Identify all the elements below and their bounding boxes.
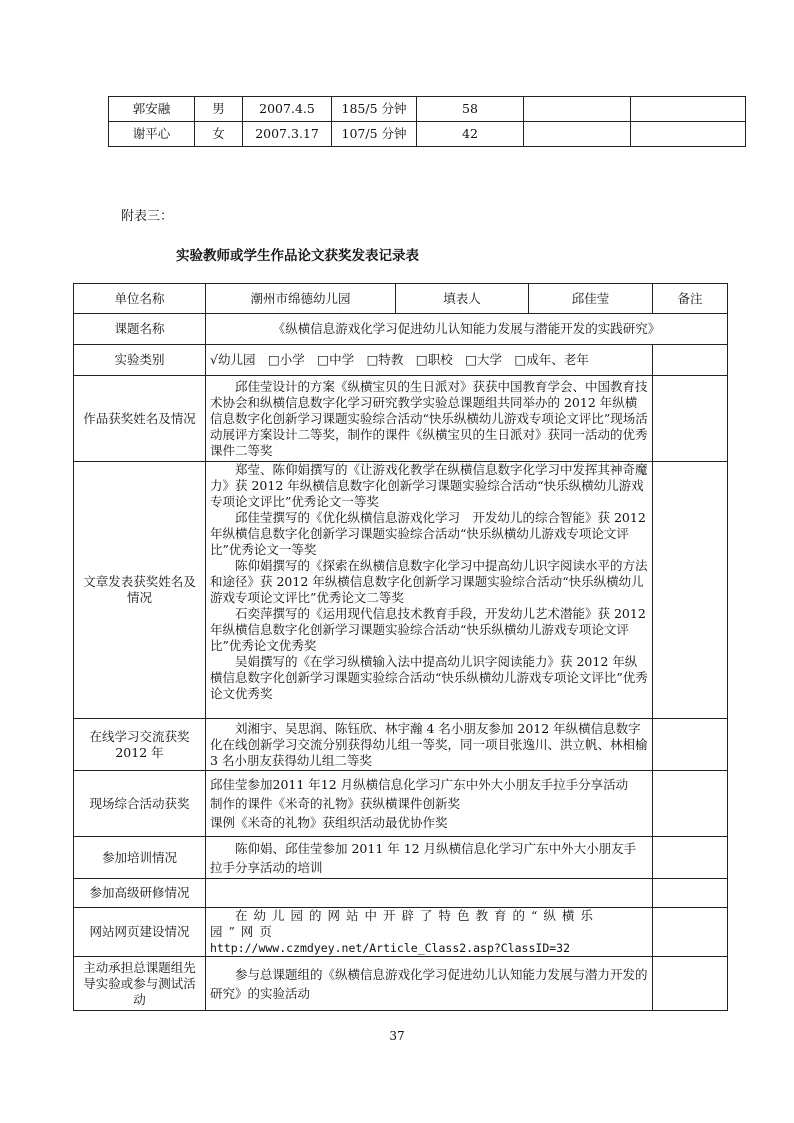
unit-value: 潮州市绵德幼儿园 [206,284,396,314]
empty-cell [653,908,728,957]
student-score: 185/5 分钟 [332,97,417,122]
table-row [74,771,728,837]
empty-cell [631,97,746,122]
table-row [74,345,728,376]
online-text: 刘湘宇、吴思润、陈钰欣、林宇瀚 4 名小朋友参加 2012 年纵横信息数字化在线创新学习交流分别获得幼儿组一等奖，同一项目张逸川、洪立帆、林相榆 3 名小朋友获得幼儿组二等奖 [206,719,653,771]
online-label [74,719,206,771]
onsite-label: 现场综合活动获奖 [74,771,206,837]
article-item: 吴娟撰写的《在学习纵横输入法中提高幼儿识字阅读能力》获 2012 年纵横信息数字化创新学习课题实验综合活动“快乐纵横幼儿游戏专项论文评比”优秀论文优秀奖 [210,654,648,701]
topic-value: 《纵横信息游戏化学习促进幼儿认知能力发展与潜能开发的实践研究》 [206,314,728,345]
student-sex: 男 [195,97,243,122]
article-item: 邱佳莹撰写的《优化纵横信息游戏化学习 开发幼儿的综合智能》获 2012 年纵横信息数字化创新学习课题实验综合活动“快乐纵横幼儿游戏专项论文评比”优秀论文一等奖 [210,510,646,557]
award-record-table [73,283,728,1011]
table-row [74,957,728,1011]
articles-cell [206,462,653,719]
student-dob: 2007.4.5 [243,97,332,122]
works-label: 作品获奖姓名及情况 [74,376,206,462]
table-row [74,879,728,908]
student-score-table [108,96,746,147]
online-label-year: 2012 年 [115,744,164,760]
lead-label: 主动承担总课题组先导实验或参与测试活动 [74,957,206,1011]
table-row [74,284,728,314]
website-label: 网站网页建设情况 [74,908,206,957]
onsite-cell [206,771,653,837]
onsite-line: 课例《米奇的礼物》获组织活动最优协作奖 [210,815,448,830]
empty-cell [524,122,631,147]
articles-label: 文章发表获奖姓名及情况 [74,462,206,719]
onsite-line: 制作的课件《米奇的礼物》获纵横课件创新奖 [210,796,461,811]
article-item: 郑莹、陈仰娟撰写的《让游戏化教学在纵横信息数字化学习中发挥其神奇魔力》获 2012 年纵横信息数字化创新学习课题实验综合活动“快乐纵横幼儿游戏专项论文评比”优秀论文一等奖 [210,462,648,509]
website-cell [206,908,653,957]
table-row [74,462,728,719]
table-row [74,908,728,957]
empty-cell [524,97,631,122]
student-dob: 2007.3.17 [243,122,332,147]
student-value: 42 [417,122,524,147]
page-number: 37 [389,1029,405,1043]
topic-label: 课题名称 [74,314,206,345]
lead-text: 参与总课题组的《纵横信息游戏化学习促进幼儿认知能力发展与潜力开发的研究》的实验活动 [206,957,653,1011]
unit-label: 单位名称 [74,284,206,314]
online-label-line: 在线学习交流获奖 [89,728,190,744]
student-name: 郭安融 [109,97,195,122]
empty-cell [653,462,728,719]
empty-cell [653,879,728,908]
empty-cell [653,957,728,1011]
student-value: 58 [417,97,524,122]
empty-cell [631,122,746,147]
advanced-label: 参加高级研修情况 [74,879,206,908]
note-label: 备注 [653,284,728,314]
student-name: 谢平心 [109,122,195,147]
filler-value: 邱佳莹 [529,284,653,314]
training-label: 参加培训情况 [74,837,206,879]
student-sex: 女 [195,122,243,147]
category-value: √幼儿园 □小学 □中学 □特教 □职校 □大学 □成年、老年 [206,345,653,376]
page-title: 实验教师或学生作品论文获奖发表记录表 [176,248,419,264]
website-text: 在幼儿园的网站中开辟了特色教育的“纵横乐园”网页 [210,908,599,939]
onsite-line: 邱佳莹参加2011 年12 月纵横信息化学习广东中外大小朋友手拉手分享活动 [210,777,629,792]
advanced-text [206,879,653,908]
empty-cell [653,771,728,837]
article-item: 陈仰娟撰写的《探索在纵横信息数字化学习中提高幼儿识字阅读水平的方法和途径》获 2012 年纵横信息数字化创新学习课题实验综合活动“快乐纵横幼儿游戏专项论文评比”优秀论文二等奖 [210,558,648,605]
student-score: 107/5 分钟 [332,122,417,147]
empty-cell [653,345,728,376]
table-row [109,122,746,147]
empty-cell [653,837,728,879]
training-text: 陈仰娟、邱佳莹参加 2011 年 12 月纵横信息化学习广东中外大小朋友手拉手分享活动的培训 [206,837,653,879]
empty-cell [653,376,728,462]
table-row [74,376,728,462]
category-label: 实验类别 [74,345,206,376]
table-row [74,837,728,879]
article-item: 石奕萍撰写的《运用现代信息技术教育手段，开发幼儿艺术潜能》获 2012 年纵横信息数字化创新学习课题实验综合活动“快乐纵横幼儿游戏专项论文评比”优秀论文优秀奖 [210,606,646,653]
table-row [74,719,728,771]
appendix-label: 附表三： [121,209,174,224]
empty-cell [653,719,728,771]
table-row [74,314,728,345]
table-row [109,97,746,122]
filler-label: 填表人 [396,284,529,314]
works-text: 邱佳莹设计的方案《纵横宝贝的生日派对》获获中国教育学会、中国教育技术协会和纵横信息数字化学习研究教学实验总课题组共同举办的 2012 年纵横信息数字化创新学习课题实验综合活动“快乐纵横幼儿游戏专项论文评比”现场活动展评方案设计二等奖，制作的课件《纵横宝贝的生日派对》获同一活动的优秀课件二等奖 [206,376,653,462]
website-url[interactable]: http://www.czmdyey.net/Article_Class2.asp?ClassID=32 [210,941,571,955]
